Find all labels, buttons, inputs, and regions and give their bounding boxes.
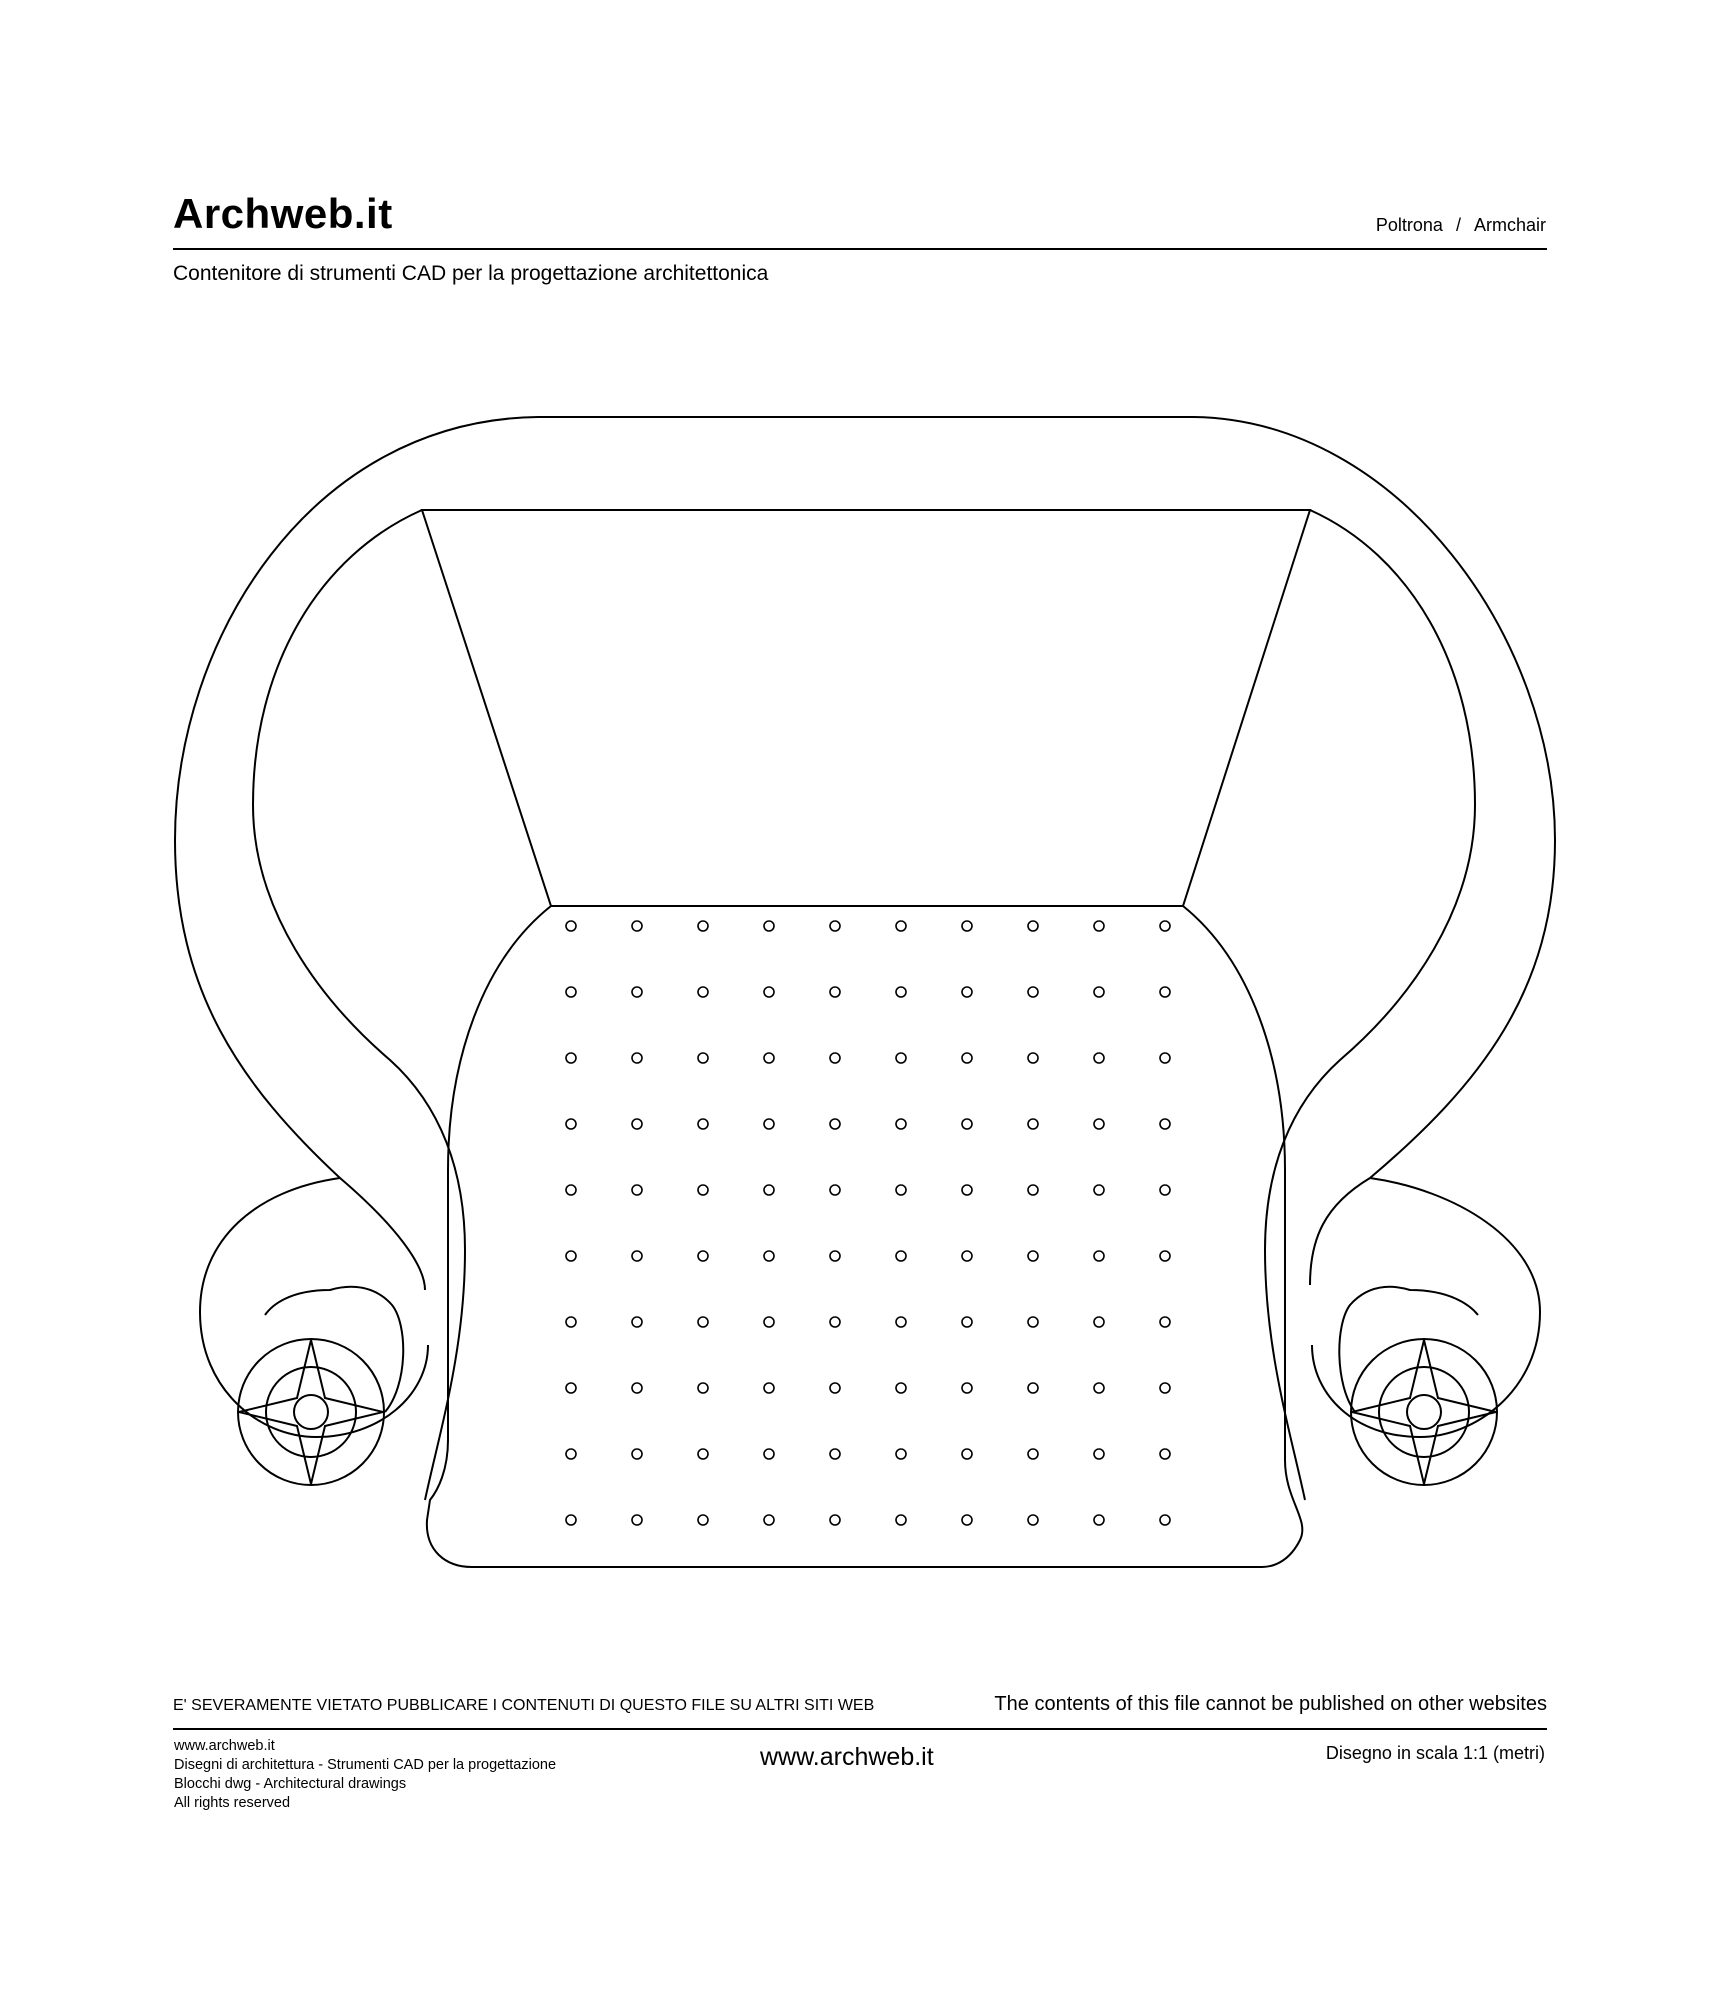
tufting-button xyxy=(962,987,972,997)
subcategory-label: Armchair xyxy=(1473,215,1546,235)
tufting-button xyxy=(1094,1449,1104,1459)
copyright-notice-english: The contents of this file cannot be published on other websites xyxy=(994,1693,1547,1715)
tufting-button xyxy=(896,1053,906,1063)
footer-divider xyxy=(173,1728,1547,1730)
tufting-button xyxy=(698,1053,708,1063)
tufting-button xyxy=(1160,1251,1170,1261)
tufting-button xyxy=(566,1515,576,1525)
tufting-button xyxy=(764,1185,774,1195)
tufting-button xyxy=(896,1383,906,1393)
tufting-button xyxy=(896,1515,906,1525)
tufting-button xyxy=(1028,1119,1038,1129)
footer-info-line: All rights reserved xyxy=(174,1795,291,1811)
tufting-button xyxy=(830,1515,840,1525)
tufting-button xyxy=(566,1449,576,1459)
tufting-button xyxy=(1028,1317,1038,1327)
tufting-button xyxy=(632,1317,642,1327)
tufting-button xyxy=(1160,1383,1170,1393)
tufting-button xyxy=(566,987,576,997)
tufting-button xyxy=(632,1251,642,1261)
tufting-button xyxy=(830,1449,840,1459)
tufting-button xyxy=(896,1449,906,1459)
tufting-button xyxy=(566,1119,576,1129)
tufting-button-grid xyxy=(566,921,1170,1525)
tufting-button xyxy=(632,1383,642,1393)
tufting-button xyxy=(1160,1185,1170,1195)
seat-cushion xyxy=(427,906,1302,1567)
tufting-button xyxy=(830,1053,840,1063)
tufting-button xyxy=(764,1053,774,1063)
tufting-button xyxy=(698,1317,708,1327)
backrest-panel xyxy=(422,510,1310,906)
tufting-button xyxy=(566,1185,576,1195)
tufting-button xyxy=(764,921,774,931)
footer-info xyxy=(174,1737,556,1813)
tufting-button xyxy=(896,1119,906,1129)
tufting-button xyxy=(632,921,642,931)
tufting-button xyxy=(566,1053,576,1063)
tufting-button xyxy=(1094,1317,1104,1327)
copyright-notice-italian: E' SEVERAMENTE VIETATO PUBBLICARE I CONTENUTI DI QUESTO FILE SU ALTRI SITI WEB xyxy=(173,1697,875,1714)
tufting-button xyxy=(698,1251,708,1261)
tufting-button xyxy=(764,1449,774,1459)
scale-note: Disegno in scala 1:1 (metri) xyxy=(1325,1743,1545,1763)
tufting-button xyxy=(962,1515,972,1525)
tufting-button xyxy=(830,1251,840,1261)
tufting-button xyxy=(632,1119,642,1129)
tufting-button xyxy=(962,1185,972,1195)
tufting-button xyxy=(698,1515,708,1525)
tufting-button xyxy=(830,1383,840,1393)
brand-logo: Archweb.it xyxy=(173,190,393,237)
tufting-button xyxy=(1094,1185,1104,1195)
tufting-button xyxy=(1094,921,1104,931)
tufting-button xyxy=(566,921,576,931)
tufting-button xyxy=(1160,987,1170,997)
tufting-button xyxy=(830,987,840,997)
tufting-button xyxy=(896,921,906,931)
tufting-button xyxy=(1094,987,1104,997)
tufting-button xyxy=(1094,1053,1104,1063)
tufting-button xyxy=(962,921,972,931)
right-arm-scroll xyxy=(1312,1178,1540,1485)
footer-info-line: www.archweb.it xyxy=(174,1738,275,1754)
tufting-button xyxy=(1094,1515,1104,1525)
armchair-outer-outline xyxy=(175,417,1555,1290)
tufting-button xyxy=(962,1251,972,1261)
tufting-button xyxy=(896,1251,906,1261)
page-subtitle: Contenitore di strumenti CAD per la progettazione architettonica xyxy=(173,262,769,285)
tufting-button xyxy=(764,1383,774,1393)
tufting-button xyxy=(830,1317,840,1327)
tufting-button xyxy=(632,1185,642,1195)
tufting-button xyxy=(698,987,708,997)
tufting-button xyxy=(1028,1053,1038,1063)
tufting-button xyxy=(1160,921,1170,931)
footer-info-line: Blocchi dwg - Architectural drawings xyxy=(174,1776,407,1792)
tufting-button xyxy=(1160,1449,1170,1459)
tufting-button xyxy=(1094,1251,1104,1261)
tufting-button xyxy=(896,1317,906,1327)
category-label: Poltrona xyxy=(1375,215,1443,235)
tufting-button xyxy=(764,1119,774,1129)
tufting-button xyxy=(566,1383,576,1393)
left-arm-scroll xyxy=(200,1178,428,1485)
tufting-button xyxy=(764,1251,774,1261)
tufting-button xyxy=(632,1515,642,1525)
tufting-button xyxy=(1028,1449,1038,1459)
tufting-button xyxy=(764,1515,774,1525)
tufting-button xyxy=(764,987,774,997)
tufting-button xyxy=(698,1383,708,1393)
tufting-button xyxy=(962,1119,972,1129)
tufting-button xyxy=(1028,1251,1038,1261)
tufting-button xyxy=(1160,1515,1170,1525)
tufting-button xyxy=(1028,1185,1038,1195)
tufting-button xyxy=(698,1119,708,1129)
tufting-button xyxy=(632,987,642,997)
tufting-button xyxy=(1094,1383,1104,1393)
tufting-button xyxy=(698,1185,708,1195)
tufting-button xyxy=(830,1185,840,1195)
tufting-button xyxy=(1028,987,1038,997)
tufting-button xyxy=(1028,921,1038,931)
footer-website-link[interactable]: www.archweb.it xyxy=(760,1743,934,1771)
tufting-button xyxy=(1028,1383,1038,1393)
tufting-button xyxy=(962,1383,972,1393)
tufting-button xyxy=(632,1053,642,1063)
tufting-button xyxy=(764,1317,774,1327)
tufting-button xyxy=(566,1251,576,1261)
tufting-button xyxy=(1160,1317,1170,1327)
tufting-button xyxy=(962,1317,972,1327)
tufting-button xyxy=(632,1449,642,1459)
tufting-button xyxy=(830,921,840,931)
tufting-button xyxy=(1028,1515,1038,1525)
tufting-button xyxy=(1094,1119,1104,1129)
tufting-button xyxy=(1160,1053,1170,1063)
tufting-button xyxy=(962,1053,972,1063)
tufting-button xyxy=(962,1449,972,1459)
armchair-inner-left-arm xyxy=(253,510,465,1500)
tufting-button xyxy=(896,987,906,997)
tufting-button xyxy=(566,1317,576,1327)
tufting-button xyxy=(830,1119,840,1129)
tufting-button xyxy=(896,1185,906,1195)
tufting-button xyxy=(698,1449,708,1459)
tufting-button xyxy=(1160,1119,1170,1129)
breadcrumb-separator: / xyxy=(1455,215,1461,235)
tufting-button xyxy=(698,921,708,931)
armchair-inner-right-arm xyxy=(1265,510,1475,1500)
footer-info-line: Disegni di architettura - Strumenti CAD per la progettazione xyxy=(174,1757,557,1773)
